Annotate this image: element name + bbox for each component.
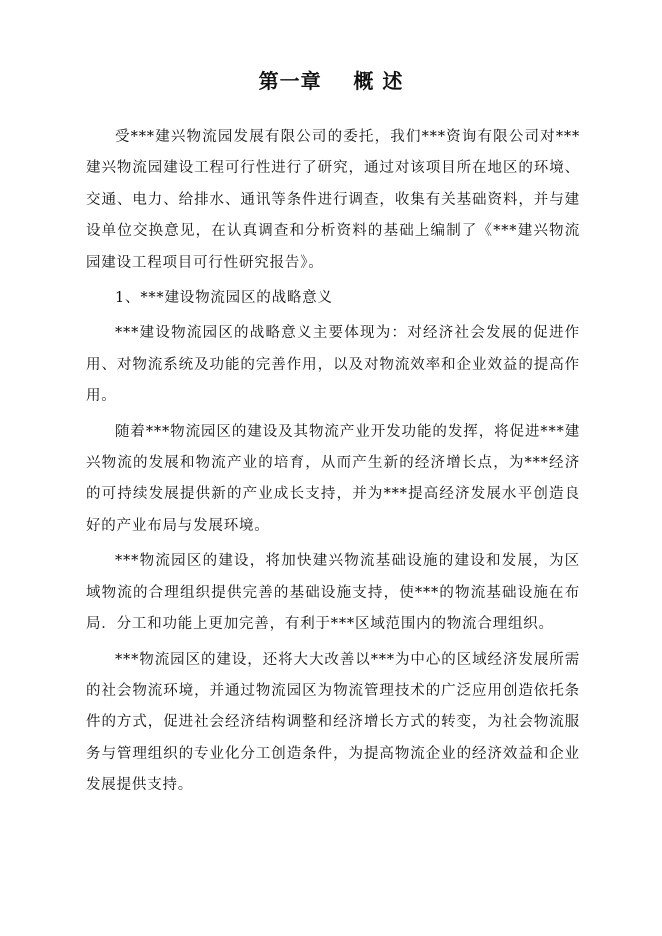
section-heading: 1、***建设物流园区的战略意义 — [115, 290, 333, 307]
chapter-title: 第一章 概 述 — [258, 69, 404, 93]
body-text — [86, 122, 580, 806]
paragraph-regional-economy: ***物流园区的建设，还将大大改善以***为中心的区域经济发展所需的社会物流环境，并通过物流园区为物流管理技术的广泛应用创造依托条件的方式，促进社会经济结构调整和经济增长方式的转变，为社会物流服务与管理组织的专业化分工创造条件，为提高物流企业的经济效益和企业发展提供支持。 — [86, 651, 580, 794]
paragraph-infrastructure: ***物流园区的建设，将加快建兴物流基础设施的建设和发展，为区域物流的合理组织提供完善的基础设施支持，使***的物流基础设施在布局．分工和功能上更加完善，有利于***区域范围内的物流合理组织。 — [86, 553, 580, 633]
paragraph-intro: 受***建兴物流园发展有限公司的委托，我们***资询有限公司对***建兴物流园建设工程可行性进行了研究，通过对该项目所在地区的环境、交通、电力、给排水、通讯等条件进行调查，收集有关基础资料，并与建设单位交换意见，在认真调查和分析资料的基础上编制了《***建兴物流园建设工程项目可行性研究报告》。 — [86, 129, 580, 271]
paragraph-industry-development: 随着***物流园区的建设及其物流产业开发功能的发挥，将促进***建兴物流的发展和物流产业的培育，从而产生新的经济增长点，为***经济的可持续发展提供新的产业成长支持，并为***提高经济发展水平创造良好的产业布局与发展环境。 — [86, 423, 580, 534]
paragraph-strategic-significance: ***建设物流园区的战略意义主要体现为：对经济社会发展的促进作用、对物流系统及功能的完善作用，以及对物流效率和企业效益的提高作用。 — [86, 325, 580, 405]
